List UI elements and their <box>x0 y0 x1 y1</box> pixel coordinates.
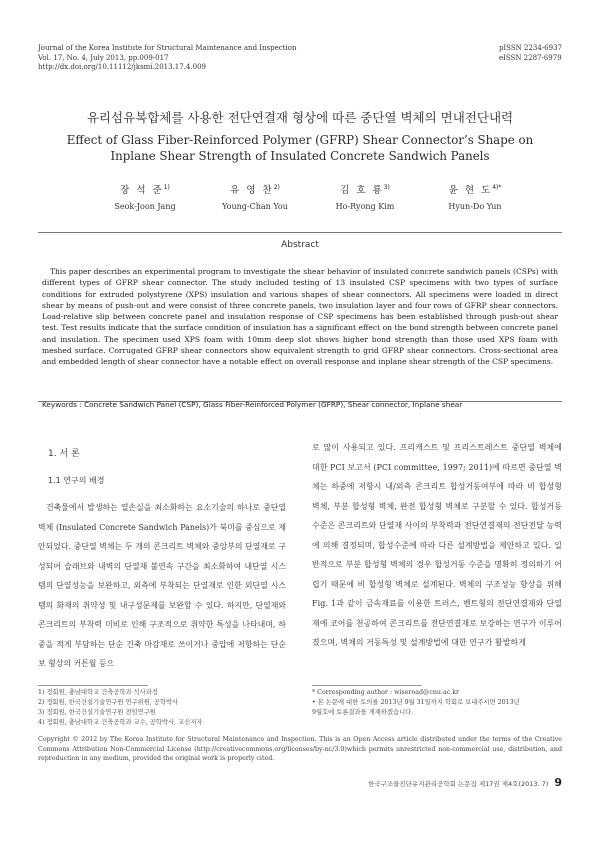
doi-link[interactable]: http://dx.doi.org/10.11112/jksmi.2013.17.4.009 <box>38 63 206 72</box>
eissn: eISSN 2287-6979 <box>498 53 562 62</box>
author <box>95 182 195 211</box>
author-name-en: Young-Chan You <box>222 202 288 211</box>
footnote-divider <box>38 685 148 686</box>
author-affiliation-mark: 1) <box>163 183 170 191</box>
author-name-kr: 장 석 준 <box>120 185 164 196</box>
body-paragraph: 로 많이 사용되고 있다. 프리캐스트 및 프리스트레스트 중단열 벽체에 대한 PCI 보고서 (PCI committee, 1997; 2011)에 따르면 중단열 벽체는 하중에 저항시 내/외측 콘크리트 합성거동여부에 따라 비 합성형 벽체, 부분 합성형 벽체, 완전 합성형 벽체로 구분할 수 있다. 합성거동 수준은 콘크리트와 단열재 사이의 부착력과 전단연결재의 전단전달 능력에 의해 결정되며, 합성수준에 따라 다른 설계방법을 제안하고 있다. 일반적으로 부분 합성형 벽체의 경우 합성거동 수준을 명확히 정의하기 어렵기 때문에 비 합성형 벽체로 설계된다. 벽체의 구조성능 향상을 위해 Fig. 1과 같이 금속재료를 이용한 트러스, 벤트형의 전단연결재와 단열재에 코어를 천공하여 콘크리트를 전단연결재로 보강하는 연구가 이루어졌으며, 벽체의 거동특성 및 설계방법에 대한 연구가 활발하게 <box>312 443 562 647</box>
journal-name: Journal of the Korea Institute for Structural Maintenance and Inspection <box>38 44 297 52</box>
footer-journal: 한국구조물진단유지관리공학회 논문집 제17권 제4호(2013. 7) <box>367 780 549 788</box>
journal-volume: Vol. 17, No. 4, July 2013, pp.009-017 <box>38 53 169 62</box>
author-affiliation-mark: 2) <box>273 183 280 191</box>
title-korean: 유리섬유복합체를 사용한 전단연결재 형상에 따른 중단열 벽체의 면내전단내력 <box>86 110 514 125</box>
author <box>205 182 305 211</box>
footnote: 4) 정회원, 충남대학교 건축공학과 교수, 공학박사, 교신저자 <box>38 719 203 726</box>
author-name-en: Seok-Joon Jang <box>114 202 176 211</box>
author-name-kr: 윤 현 도 <box>448 185 493 196</box>
copyright-notice: Copyright © 2012 by The Korea Institute for Structural Maintenance and Inspection. This is an Open Access article distributed under the terms of the Creative Commons Attribution Non-Commercial License (http://creativecommons.org/licenses/by-nc/3.0)which permits unrestricted non-commercial use, distribution, and reproduction in any medium, provided the original work is properly cited. <box>38 736 562 762</box>
author <box>425 182 525 211</box>
page-footer <box>368 776 562 789</box>
left-column <box>38 446 286 674</box>
author-affiliation-mark: 4)* <box>492 183 502 191</box>
author-name-kr: 김 호 룡 <box>340 185 384 196</box>
journal-header <box>38 44 296 73</box>
abstract-text: This paper describes an experimental program to investigate the shear behavior of insulated concrete sandwich panels (CSPs) with different types of GFRP shear connector. The study included testing of 13 insulated CSP specimens with two types of surface conditions for extruded polystyrene (XPS) insulation and various shapes of shear connectors. All specimens were loaded in direct shear by means of push-out and were consist of three concrete panels, two insulation layer and four rows of GFRP shear connectors. Load-relative slip between concrete panel and insulation response of CSP specimens has been established through push-out shear test. Test results indicate that the surface condition of insulation has a significant effect on the bond strength between concrete panel and insulation. The specimen used XPS foam with 10mm deep slot shows higher bond strength than those used XPS foam with meshed surface. Corrugated GFRP shear connectors show equivalent strength to grid GFRP shear connectors. Cross-sectional area and embedded length of shear connector have a notable effect on overall response and inplane shear strength of the CSP specimens. <box>42 267 558 367</box>
author-name-en: Ho-Ryong Kim <box>335 202 395 211</box>
footnote: • 본 논문에 대한 토의를 2013년 9월 31일까지 학회로 보내주시면 2013년 <box>312 699 520 706</box>
correspondence-footnotes <box>312 688 562 718</box>
footnote: 2) 정회원, 한국건설기술연구원 연구위원, 공학박사 <box>38 699 179 706</box>
author-affiliation-mark: 3) <box>383 183 390 191</box>
footnote: * Corresponding author : wiseroad@cnu.ac.kr <box>312 689 460 696</box>
author-list <box>95 182 525 211</box>
subsection-heading: 1.1 연구의 배경 <box>48 476 105 485</box>
author <box>315 182 415 211</box>
section-heading: 1. 서 론 <box>48 449 80 459</box>
footnote-divider <box>312 685 422 686</box>
footnote: 3) 정회원, 한국건설기술연구원 전임연구원 <box>38 709 156 716</box>
footnote: 1) 정회원, 충남대학교 건축공학과 석사과정 <box>38 689 158 696</box>
issn-block <box>499 44 562 63</box>
author-name-en: Hyun-Do Yun <box>448 202 502 211</box>
footnote: 9월호에 토론결과를 게재하겠습니다. <box>312 709 414 716</box>
page-number: 9 <box>554 776 562 789</box>
abstract-heading: Abstract <box>281 240 319 250</box>
title-english: Effect of Glass Fiber-Reinforced Polymer (GFRP) Shear Connector’s Shape on Inplane Shear Strength of Insulated Concrete Sandwich Panels <box>66 133 534 163</box>
affiliation-footnotes <box>38 688 286 728</box>
pissn: pISSN 2234-6937 <box>498 44 562 52</box>
body-paragraph: 건축물에서 발생하는 열손실을 최소화하는 요소기술의 하나로 중단열 벽체 (Insulated Concrete Sandwich Panels)가 북미를 중심으로 제안되었다. 중단열 벽체는 두 개의 콘크리트 벽체와 중앙부의 단열재로 구성되어 슬래브와 내벽의 단열재 불연속 구간을 최소화하여 내단열 시스템의 단열성능을 보완하고, 외측에 부착되는 단열재로 인한 외단열 시스템의 화재의 취약성 및 내구성문제를 보완할 수 있다. 하지만, 단열재와 콘크리트의 부착력 미비로 인해 구조적으로 취약한 특성을 나타내며, 하중을 적게 부담하는 단순 건축 마감재로 쓰이거나 중압에 저항하는 단순 보 형상의 커튼월 등으 <box>38 503 286 668</box>
keywords: Keywords : Concrete Sandwich Panel (CSP), Glass Fiber-Reinforced Polymer (GFRP), Shear connector, Inplane shear <box>42 400 463 409</box>
right-column <box>312 438 562 653</box>
author-name-kr: 유 영 찬 <box>230 185 274 196</box>
